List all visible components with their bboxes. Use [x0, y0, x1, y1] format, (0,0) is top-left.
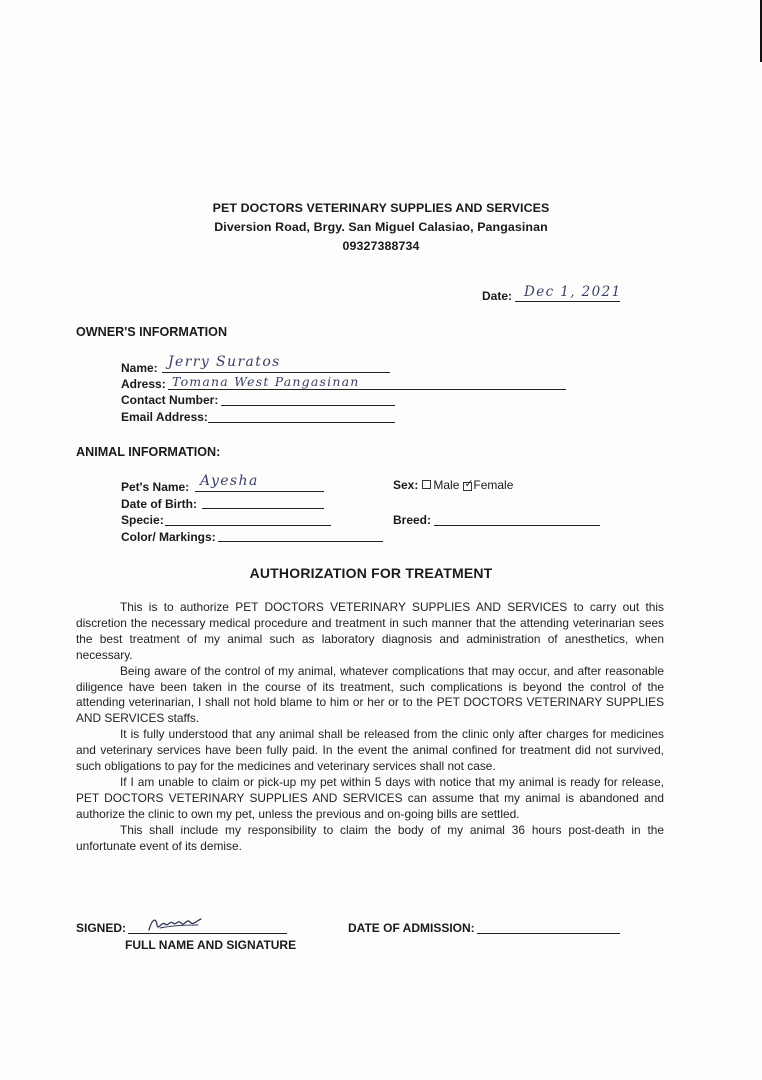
- authorization-paragraph: It is fully understood that any animal shall be released from the clinic only after charges for medicines and veterinary services have been fully paid. In the event the animal confined for treatment did not survived, such obligations to pay for the medicines and veterinary services shall not case.: [76, 727, 664, 774]
- signature-caption: FULL NAME AND SIGNATURE: [125, 938, 297, 952]
- owner-contact-label: Contact Number:: [121, 393, 219, 407]
- owner-email-label: Email Address:: [121, 410, 208, 424]
- owner-address-line: [168, 389, 566, 390]
- clinic-phone: 09327388734: [342, 239, 420, 253]
- owner-heading: OWNER'S INFORMATION: [76, 325, 228, 339]
- pet-name-label: Pet's Name:: [121, 480, 190, 494]
- authorization-title: AUTHORIZATION FOR TREATMENT: [249, 565, 493, 581]
- authorization-paragraph: Being aware of the control of my animal, whatever complications that may occur, and after reasonable diligence have been taken in the course of its treatment, such complications is beyond the control of the attending veterinarian, I shall not hold blame to him or her or to the PET DOCTORS VETERINARY SUPPLIES AND SERVICES staffs.: [76, 663, 664, 726]
- specie-label: Specie:: [121, 513, 164, 527]
- owner-contact-line: [221, 405, 395, 406]
- authorization-paragraph: If I am unable to claim or pick-up my pet within 5 days with notice that my animal is ready for release, PET DOCTORS VETERINARY SUPPLIES AND SERVICES can assume that my animal is abandoned and authorize the clinic to own my pet, unless the previous and on-going bills are settled.: [76, 774, 664, 821]
- admission-date-line: [477, 933, 620, 934]
- clinic-name: PET DOCTORS VETERINARY SUPPLIES AND SERVICES: [212, 201, 550, 215]
- authorization-paragraph: This is to authorize PET DOCTORS VETERINARY SUPPLIES AND SERVICES to carry out this discretion the necessary medical procedure and treatment in such manner that the attending veterinarian sees the best treatment of my animal such as laboratory diagnosis and administration of anesthetics, when necessary.: [76, 600, 664, 662]
- signature-scribble[interactable]: [146, 913, 206, 935]
- date-line: [515, 301, 620, 302]
- admission-date-label: DATE OF ADMISSION:: [348, 921, 475, 935]
- specie-line: [165, 525, 331, 526]
- sex-field: [393, 478, 513, 492]
- authorization-body: [76, 600, 664, 855]
- dob-label: Date of Birth:: [121, 497, 197, 511]
- date-value[interactable]: Dec 1, 2021: [524, 284, 622, 300]
- pet-name-line: [195, 491, 324, 492]
- color-label: Color/ Markings:: [121, 530, 216, 544]
- sex-male-label: Male: [433, 478, 460, 492]
- breed-label: Breed:: [393, 513, 432, 527]
- signed-label: SIGNED:: [76, 921, 127, 935]
- sex-male-checkbox[interactable]: [422, 480, 431, 489]
- owner-name-line: [162, 372, 390, 373]
- pet-name-value[interactable]: Ayesha: [200, 473, 259, 489]
- owner-name-value[interactable]: Jerry Suratos: [168, 354, 281, 370]
- clinic-address: Diversion Road, Brgy. San Miguel Calasiao, Pangasinan: [214, 220, 548, 234]
- dob-line: [202, 508, 324, 509]
- owner-name-label: Name:: [121, 361, 158, 375]
- color-line: [218, 541, 383, 542]
- owner-email-line: [208, 422, 395, 423]
- sex-label: Sex:: [393, 478, 419, 492]
- sex-female-checkbox[interactable]: [463, 481, 472, 490]
- authorization-paragraph: This shall include my responsibility to claim the body of my animal 36 hours post-death in the unfortunate event of its demise.: [76, 822, 664, 853]
- breed-line: [434, 525, 600, 526]
- sex-female-label: Female: [473, 478, 514, 492]
- owner-address-value[interactable]: Tomana West Pangasinan: [172, 374, 360, 389]
- owner-address-label: Adress:: [121, 377, 166, 391]
- date-label: Date:: [482, 289, 513, 303]
- animal-heading: ANIMAL INFORMATION:: [76, 445, 221, 459]
